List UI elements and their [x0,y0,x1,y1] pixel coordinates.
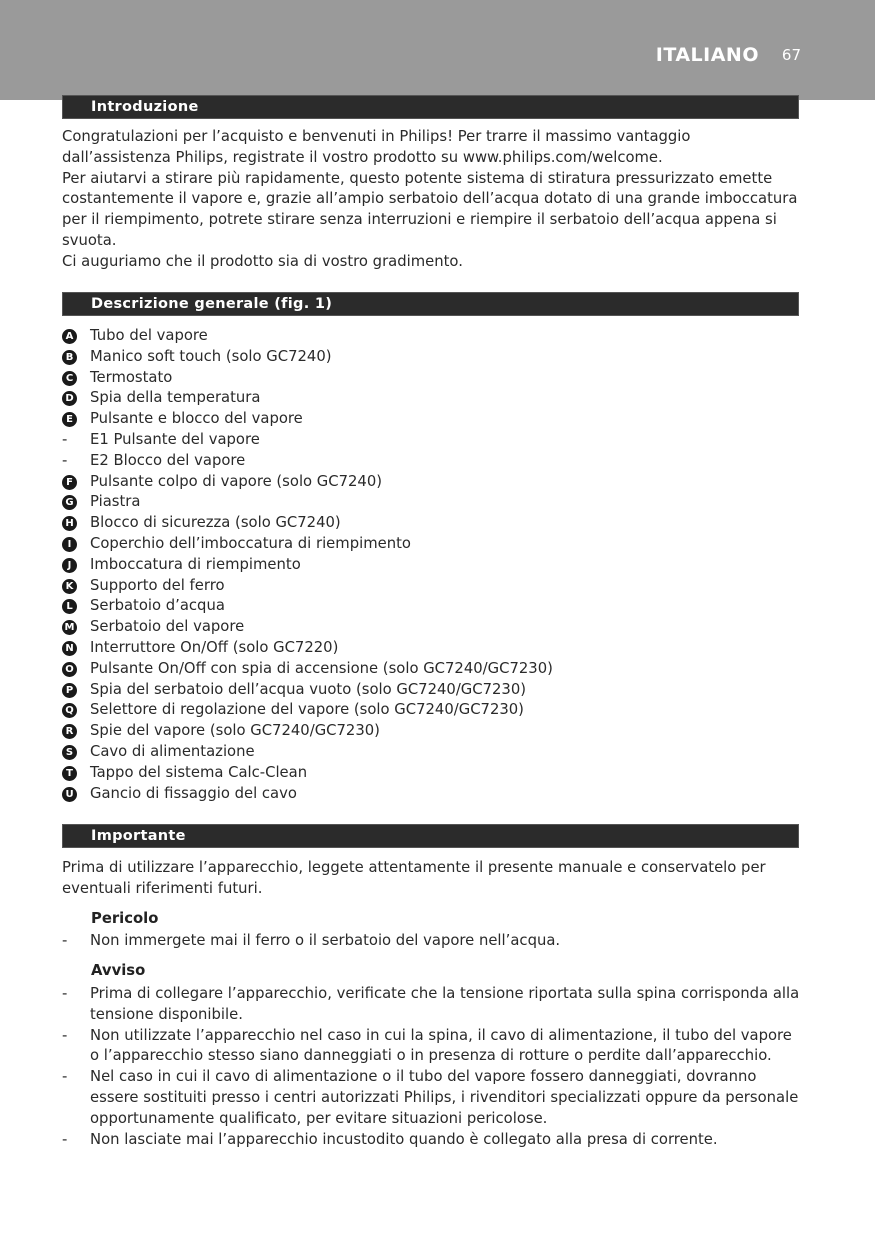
list-item [62,347,802,368]
intro-paragraph: Congratulazioni per l’acquisto e benvenuti in Philips! Per trarre il massimo vantaggio dall’assistenza Philips, registrate il vostro prodotto su www.philips.com/welcome. [62,128,691,166]
bullet-dash: - [62,451,68,469]
marker-badge: G [62,495,77,510]
section-title: Introduzione [91,99,199,115]
item-text: Gancio di fissaggio del cavo [90,784,297,802]
marker-badge: Q [62,703,77,718]
important-intro: Prima di utilizzare l’apparecchio, leggete attentamente il presente manuale e conservatelo per eventuali riferimenti futuri. [62,859,766,897]
item-text: Imboccatura di riempimento [90,555,301,573]
list-item [62,409,802,430]
list-item [62,472,802,493]
item-text: Spia del serbatoio dell’acqua vuoto (solo GC7240/GC7230) [90,680,527,698]
marker-badge: M [62,620,77,635]
bullet-dash: - [62,1026,68,1044]
list-item [62,451,802,472]
warning-list [62,984,802,1150]
marker-badge: E [62,412,77,427]
item-text: E1 Pulsante del vapore [90,430,260,448]
bullet-dash: - [62,430,68,448]
section-title: Importante [91,828,186,844]
marker-badge: B [62,350,77,365]
list-item [62,534,802,555]
marker-badge: H [62,516,77,531]
marker-badge: L [62,599,77,614]
list-item [62,555,802,576]
item-text: Serbatoio del vapore [90,618,245,636]
list-item [62,784,802,805]
item-text: Cavo di alimentazione [90,742,255,760]
marker-badge: T [62,766,77,781]
intro-paragraph: Per aiutarvi a stirare più rapidamente, questo potente sistema di stiratura pressurizzato emette costantemente il vapore e, grazie all’ampio serbatoio dell’acqua dotato di una grande imboccatura per il riempimento, potrete stirare senza interruzioni e riempire il serbatoio dell’acqua appena si svuota. [62,169,798,249]
item-text: Supporto del ferro [90,576,225,594]
item-text: Tubo del vapore [90,327,208,344]
marker-badge: D [62,391,77,406]
item-text: Interruttore On/Off (solo GC7220) [90,638,339,656]
list-item [62,984,802,1026]
warning-title: Avviso [91,962,146,979]
marker-badge: I [62,537,77,552]
item-text: Nel caso in cui il cavo di alimentazione o il tubo del vapore fossero danneggiati, dovranno essere sostituiti presso i centri autorizzati Philips, i rivenditori specializzati oppure da personale opportunamente qualificato, per evitare situazioni pericolose. [90,1068,799,1127]
marker-badge: F [62,475,77,490]
marker-badge: C [62,371,77,386]
list-item [62,742,802,763]
item-text: E2 Blocco del vapore [90,451,246,469]
list-item [62,763,802,784]
parts-list [62,326,802,804]
list-item [62,617,802,638]
list-item [62,659,802,680]
list-item [62,388,802,409]
item-text: Prima di collegare l’apparecchio, verificate che la tensione riportata sulla spina corrisponda alla tensione disponibile. [90,985,800,1023]
item-text: Non utilizzate l’apparecchio nel caso in cui la spina, il cavo di alimentazione, il tubo del vapore o l’apparecchio stesso siano danneggiati o in presenza di rotture o perdite dall’apparecchio. [90,1026,792,1065]
item-text: Tappo del sistema Calc-Clean [90,763,308,781]
list-item [62,430,802,451]
bullet-dash: - [62,1068,68,1086]
item-text: Pulsante On/Off con spia di accensione (solo GC7240/GC7230) [90,659,553,677]
section-header-introduzione [62,95,799,119]
list-item [62,721,802,742]
item-text: Serbatoio d’acqua [90,597,225,615]
list-item [62,931,802,952]
section-title: Descrizione generale (fig. 1) [91,296,333,312]
list-item [62,700,802,721]
marker-badge: U [62,787,77,802]
item-text: Pulsante e blocco del vapore [90,410,303,428]
bullet-dash: - [62,985,68,1002]
item-text: Selettore di regolazione del vapore (solo GC7240/GC7230) [90,701,524,719]
section-header-importante [62,824,799,848]
bullet-dash: - [62,1130,68,1148]
list-item [62,638,802,659]
danger-title: Pericolo [91,910,159,927]
intro-paragraph: Ci auguriamo che il prodotto sia di vostro gradimento. [62,252,463,270]
marker-badge: S [62,745,77,760]
language-label: ITALIANO [655,44,759,66]
marker-badge: K [62,579,77,594]
marker-badge: A [62,329,77,344]
item-text: Pulsante colpo di vapore (solo GC7240) [90,472,383,490]
list-item [62,576,802,597]
section-header-descrizione [62,292,799,316]
item-text: Termostato [90,368,173,386]
list-item [62,368,802,389]
list-item [62,1026,802,1068]
page-number: 67 [781,46,801,64]
marker-badge: N [62,641,77,656]
item-text: Coperchio dell’imboccatura di riempimento [90,534,411,552]
marker-badge: J [62,558,77,573]
list-item [62,513,802,534]
item-text: Spia della temperatura [90,389,261,407]
marker-badge: P [62,683,77,698]
item-text: Non lasciate mai l’apparecchio incustodito quando è collegato alla presa di corrente. [90,1130,718,1148]
list-item [62,326,802,347]
item-text: Piastra [90,493,141,511]
list-item [62,1130,802,1151]
marker-badge: O [62,662,77,677]
intro-text [62,127,802,273]
danger-list [62,931,802,952]
list-item [62,1067,802,1129]
item-text: Spie del vapore (solo GC7240/GC7230) [90,722,380,740]
item-text: Non immergete mai il ferro o il serbatoio del vapore nell’acqua. [90,932,561,949]
list-item [62,680,802,701]
marker-badge: R [62,724,77,739]
list-item [62,596,802,617]
item-text: Manico soft touch (solo GC7240) [90,347,332,365]
item-text: Blocco di sicurezza (solo GC7240) [90,514,341,532]
bullet-dash: - [62,932,68,949]
list-item [62,492,802,513]
